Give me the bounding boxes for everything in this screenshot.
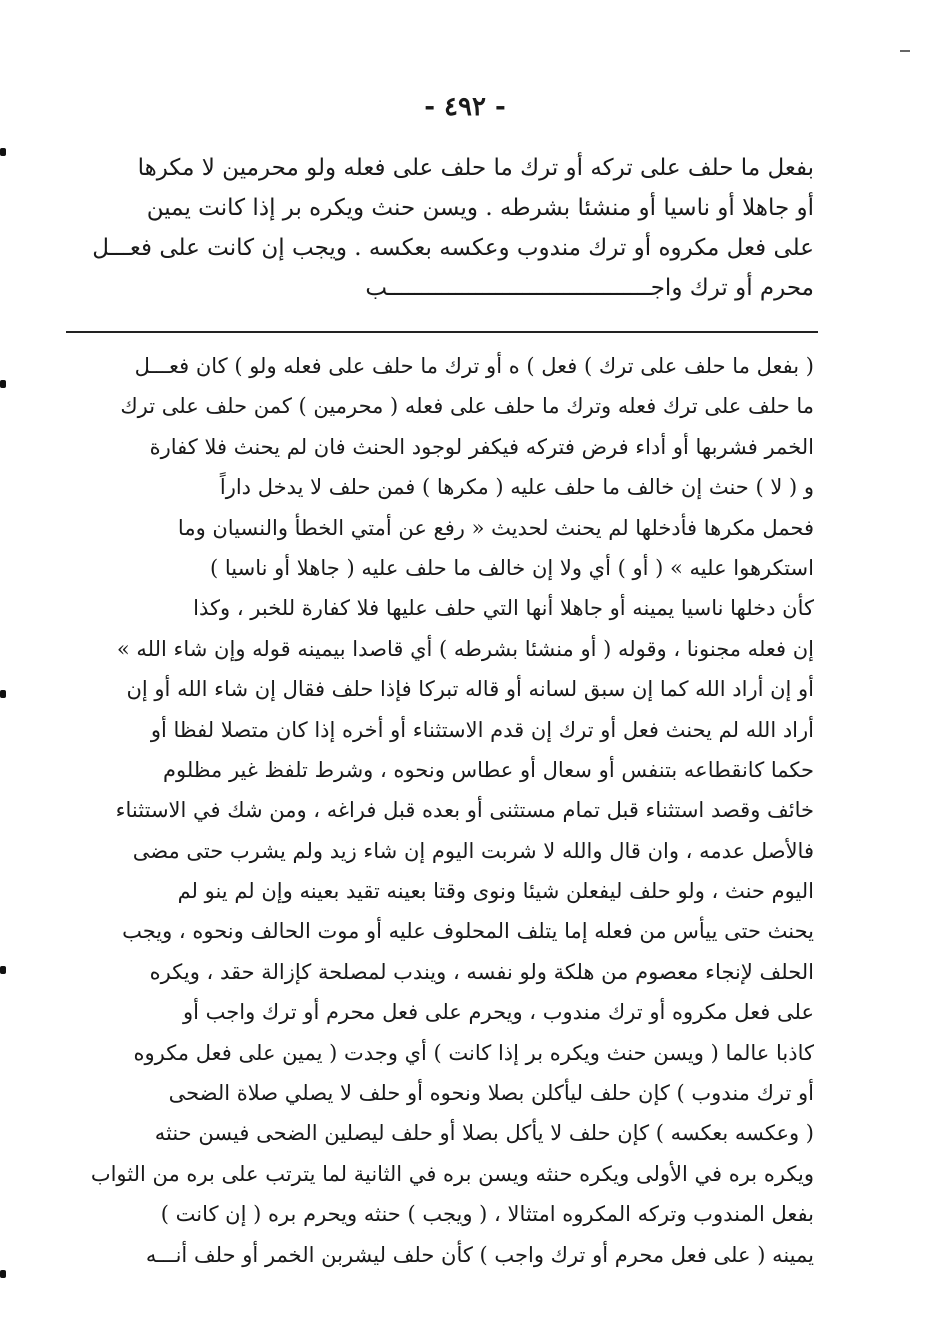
margin-mark <box>0 380 6 388</box>
commentary-line: استكرهوا عليه » ( أو ) أي ولا إن خالف ما حلف عليه ( جاهلا أو ناسيا ) <box>210 555 814 580</box>
commentary-line: كاذبا عالما ( ويسن حنث ويكره بر إذا كانت ) أي وجدت ( يمين على فعل مكروه <box>133 1040 814 1065</box>
margin-mark <box>0 690 6 698</box>
commentary-line: إن فعله مجنونا ، وقوله ( أو منشئا بشرطه ) أي قاصدا بيمينه قوله وإن شاء الله » <box>116 636 814 661</box>
page-number: - ٤٩٢ - <box>424 92 506 122</box>
main-text-block <box>78 148 814 308</box>
commentary-line: الحلف لإنجاء معصوم من هلكة ولو نفسه ، ويندب لمصلحة كإزالة حقد ، ويكره <box>149 959 814 984</box>
main-text-line: على فعل مكروه أو ترك مندوب وعكسه بعكسه . ويجب إن كانت على فعـــل <box>92 235 814 261</box>
commentary-line: ويكره بره في الأولى ويكره حنثه ويسن بره في الثانية لما يترتب على بره من الثواب <box>90 1161 814 1186</box>
margin-mark <box>0 148 6 156</box>
commentary-line: حكما كانقطاعه بتنفس أو سعال أو عطاس ونحوه ، وشرط تلفظ غير مظلوم <box>163 757 814 782</box>
commentary-line: أو إن أراد الله كما إن سبق لسانه أو قاله تبركا فإذا حلف فقال إن شاء الله أو إن <box>126 677 814 702</box>
commentary-line: يحنث حتى ييأس من فعله إما يتلف المحلوف عليه أو موت الحالف ونحوه ، ويجب <box>122 919 814 944</box>
commentary-line: ( بفعل ما حلف على ترك ) فعل ) ه أو ترك ما حلف على فعله ولو ) كان فعـــل <box>134 354 814 378</box>
commentary-line: ما حلف على ترك فعله وترك ما حلف على فعله ( محرمين ) كمن حلف على ترك <box>120 394 814 419</box>
commentary-line: فالأصل عدمه ، وان قال والله لا شربت اليوم إن شاء زيد ولم يشرب حتى مضى <box>132 838 814 863</box>
commentary-line: و ( لا ) حنث إن خالف ما حلف عليه ( مكرها ) فمن حلف لا يدخل داراً <box>219 475 814 500</box>
margin-mark <box>0 966 6 974</box>
margin-mark <box>0 1270 6 1278</box>
commentary-line: فحمل مكرها فأدخلها لم يحنث لحديث « رفع عن أمتي الخطأ والنسيان وما <box>177 515 814 540</box>
commentary-line: بفعل المندوب وتركه المكروه امتثالا ، ( ويجب ) حنثه ويحرم بره ( إن كانت ) <box>160 1202 814 1227</box>
commentary-line: يمينه ( على فعل محرم أو ترك واجب ) كأن حلف ليشربن الخمر أو حلف أنـــه <box>145 1242 814 1267</box>
section-divider <box>66 331 818 333</box>
commentary-line: أراد الله لم يحنث فعل أو ترك إن قدم الاستثناء أو أخره إذا كان متصلا لفظا أو <box>150 717 814 742</box>
commentary-line: خائف وقصد استثناء قبل تمام مستثنى أو بعده قبل فراغه ، ومن شك في الاستثناء <box>115 798 814 823</box>
commentary-block <box>78 346 814 1275</box>
main-text-line: أو جاهلا أو ناسيا أو منشئا بشرطه . ويسن حنث ويكره بر إذا كانت يمين <box>146 195 814 221</box>
commentary-line: أو ترك مندوب ) كإن حلف ليأكلن بصلا ونحوه أو حلف لا يصلي صلاة الضحى <box>168 1081 814 1106</box>
commentary-line: الخمر فشربها أو أداء فرض فتركه فيكفر لوجود الحنث فان لم يحنث فلا كفارة <box>149 434 814 459</box>
scan-mark <box>900 50 910 52</box>
main-text-line: بفعل ما حلف على تركه أو ترك ما حلف على فعله ولو محرمين لا مكرها <box>137 155 814 181</box>
main-text-line: محرم أو ترك واجـــــــــــــــــــــــــــــــــــــــب <box>365 275 814 301</box>
commentary-line: كأن دخلها ناسيا يمينه أو جاهلا أنها التي حلف عليها فلا كفارة للخبر ، وكذا <box>193 596 814 621</box>
commentary-line: ( وعكسه بعكسه ) كإن حلف لا يأكل بصلا أو حلف ليصلين الضحى فيسن حنثه <box>154 1121 814 1146</box>
commentary-line: اليوم حنث ، ولو حلف ليفعلن شيئا ونوى وقتا بعينه تقيد بعينه وإن لم ينو لم <box>177 879 814 904</box>
commentary-line: على فعل مكروه أو ترك مندوب ، ويحرم على فعل محرم أو ترك واجب أو <box>183 1000 814 1025</box>
